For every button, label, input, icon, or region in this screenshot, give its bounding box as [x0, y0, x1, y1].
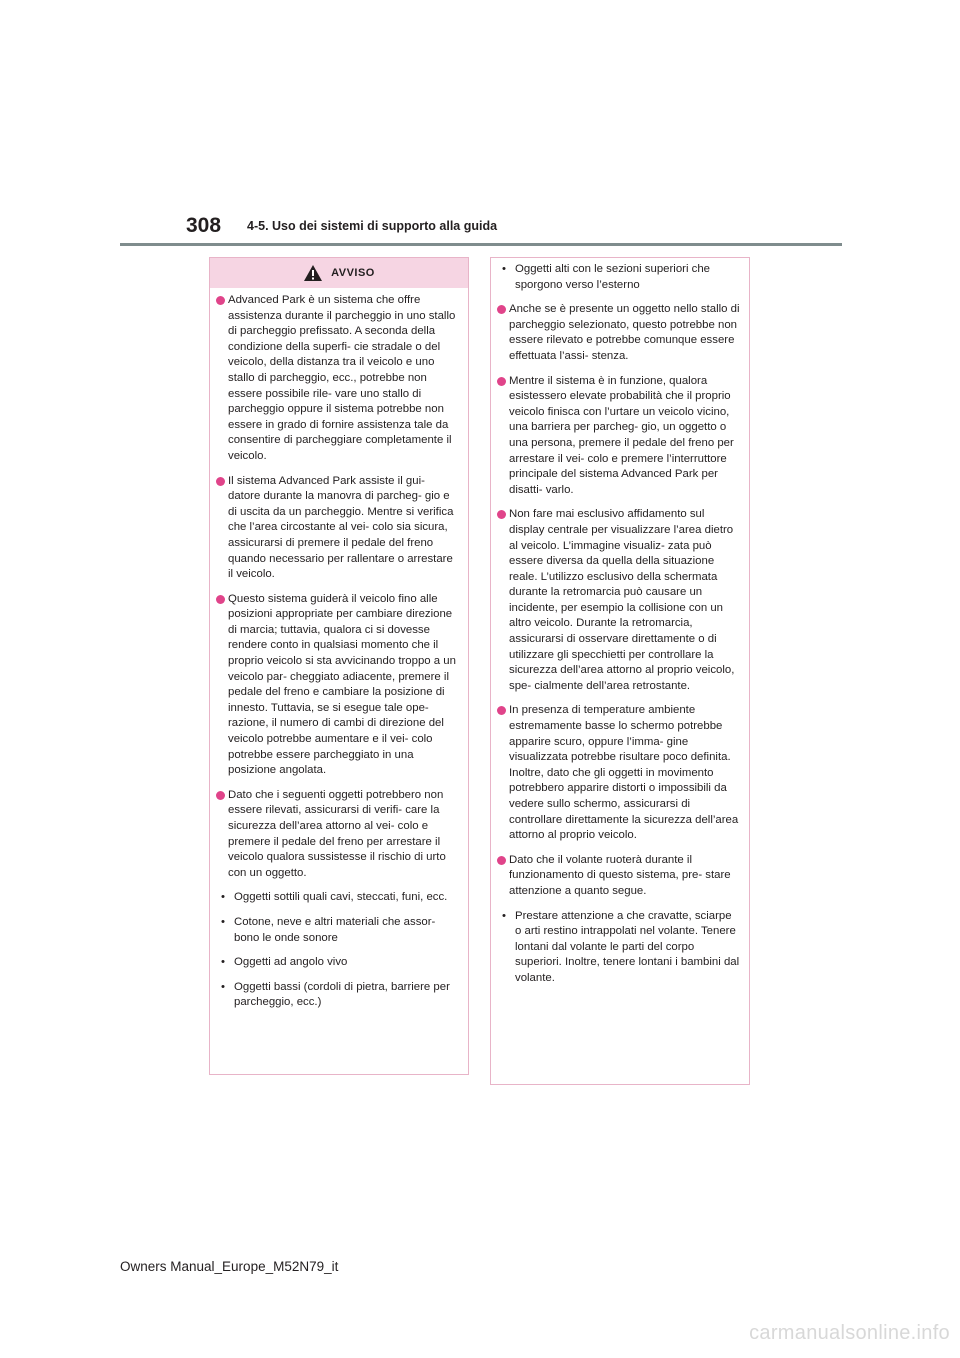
warning-box — [209, 257, 469, 1075]
item-text: Oggetti ad angolo vivo — [234, 956, 348, 969]
bullet-dot-icon — [497, 706, 506, 715]
warning-header — [210, 258, 468, 288]
bullet-dot-icon — [497, 377, 506, 386]
bullet-dash-icon: • — [502, 909, 506, 922]
bullet-dot-icon — [497, 856, 506, 865]
bullet-dash-icon: • — [502, 263, 506, 275]
warning-content — [210, 293, 468, 1011]
item-text: Prestare attenzione a che cravatte, sciarpe o arti restino intrappolati nel volante. Tenere lontani dal volante le parti del corpo superiori. Inoltre, tenere lontani i bambini dal volante. — [515, 909, 740, 984]
item-text: Oggetti alti con le sezioni superiori che sporgono verso l’esterno — [515, 263, 711, 291]
section-title: 4-5. Uso dei sistemi di supporto alla guida — [247, 219, 498, 233]
bullet-dot-icon — [216, 791, 225, 800]
item-text: Oggetti bassi (cordoli di pietra, barriere per parcheggio, ecc.) — [234, 980, 450, 1009]
item-text: Non fare mai esclusivo affidamento sul display centrale per visualizzare l’area dietro al veicolo. L’immagine visualiz- zata può essere diversa da quella della situazione reale. L’utilizzo esclusivo della schermata durante la retromarcia può causare un incidente, per esempio la collisione con un altro veicolo. Durante la retromarcia, assicurarsi di osservare direttamente o di utilizzare gli specchietti per controllare la sicurezza dell’area attorno al proprio veicolo, spe- cialmente dell’area retrostante. — [509, 508, 735, 692]
item-text: Anche se è presente un oggetto nello stallo di parcheggio selezionato, questo potrebbe non essere rilevato e potrebbe comunque essere effettuata l’assi- stenza. — [509, 303, 740, 362]
item-text: Il sistema Advanced Park assiste il gui- datore durante la manovra di parcheg- gio e di uscita da un parcheggio. Mentre si verifica che l’area circostante al vei- colo sia sicura, assicurarsi di premere il pedale del freno quando necessario per rallentare o arrestare il veicolo. — [228, 474, 454, 581]
list-item — [497, 507, 741, 694]
item-text: Mentre il sistema è in funzione, qualora esistessero elevate probabilità che il proprio veicolo finisca con l’urtare un veicolo vicino, una barriera per parcheg- gio, un oggetto o una persona, premere il pedale del freno per arrestare il vei- colo e premere l’interruttore principale del sistema Advanced Park per disatti- varlo. — [509, 374, 734, 496]
sub-list-item — [216, 890, 460, 906]
bullet-dot-icon — [216, 477, 225, 486]
watermark: carmanualsonline.info — [749, 1322, 950, 1344]
page-number: 308 — [186, 214, 222, 237]
item-text: Oggetti sottili quali cavi, steccati, funi, ecc. — [234, 891, 448, 904]
bullet-dash-icon: • — [221, 915, 225, 928]
item-text: Dato che il volante ruoterà durante il funzionamento di questo sistema, pre- stare attenzione a quanto segue. — [509, 853, 731, 897]
list-item — [216, 788, 460, 882]
sub-list-item — [216, 915, 460, 946]
list-item — [497, 703, 741, 843]
list-item — [216, 474, 460, 583]
sub-list-item — [497, 262, 741, 293]
bullet-dot-icon — [497, 510, 506, 519]
bullet-dot-icon — [216, 595, 225, 604]
list-item — [497, 374, 741, 499]
footer-manual-name: Owners Manual_Europe_M52N79_it — [120, 1259, 339, 1274]
list-item — [497, 302, 741, 364]
bullet-dot-icon — [216, 296, 225, 305]
item-text: Advanced Park è un sistema che offre assistenza durante il parcheggio in uno stallo di parcheggio prefissato. A seconda della condizione della superfi- cie stradale o del veicolo, della distanza tra il veicolo e uno stallo di parcheggio, ecc., potrebbe non essere possibile rile- vare uno stallo di parcheggio oppure il sistema potrebbe non essere in grado di fornire assistenza tale da consentire di parcheggiare completamente il veicolo. — [228, 294, 456, 462]
bullet-dash-icon: • — [221, 956, 225, 969]
sub-list-item — [216, 980, 460, 1011]
warning-box-continued — [490, 257, 750, 1085]
bullet-dash-icon: • — [221, 891, 225, 904]
warning-triangle-icon — [303, 264, 323, 282]
bullet-dot-icon — [497, 305, 506, 314]
item-text: Cotone, neve e altri materiali che assor- bono le onde sonore — [234, 915, 436, 944]
header-divider — [120, 243, 842, 246]
list-item — [216, 592, 460, 779]
item-text: In presenza di temperature ambiente estremamente basse lo schermo potrebbe apparire scuro, oppure l’imma- gine visualizzata potrebbe risultare poco definita. Inoltre, dato che gli oggetti in movimento potrebbero apparire distorti o impossibili da vedere sullo schermo, assicurarsi di controllare direttamente la sicurezza dell’area attorno al proprio veicolo. — [509, 704, 739, 842]
sub-list-item — [216, 955, 460, 971]
list-item — [497, 853, 741, 900]
item-text: Dato che i seguenti oggetti potrebbero non essere rilevati, assicurarsi di verifi- care la sicurezza dell’area attorno al vei- colo e premere il pedale del freno per arrestare il veicolo qualora sussistesse il rischio di urto con un oggetto. — [228, 788, 446, 879]
sub-list-item — [497, 909, 741, 987]
bullet-dash-icon: • — [221, 980, 225, 993]
list-item — [216, 293, 460, 465]
warning-title: AVVISO — [331, 267, 375, 279]
item-text: Questo sistema guiderà il veicolo fino alle posizioni appropriate per cambiare direzione di marcia; tuttavia, qualora ci si dovesse rendere conto in qualsiasi momento che il proprio veicolo si sta avvicinando troppo a un veicolo par- cheggiato adiacente, premere il pedale del freno e cambiare la posizione di innesto. Tuttavia, se si esegue tale ope- razione, il numero di cambi di direzione del veicolo potrebbe aumentare e il vei- colo potrebbe essere parcheggiato in una posizione angolata. — [228, 592, 456, 777]
warning-content — [491, 258, 749, 987]
